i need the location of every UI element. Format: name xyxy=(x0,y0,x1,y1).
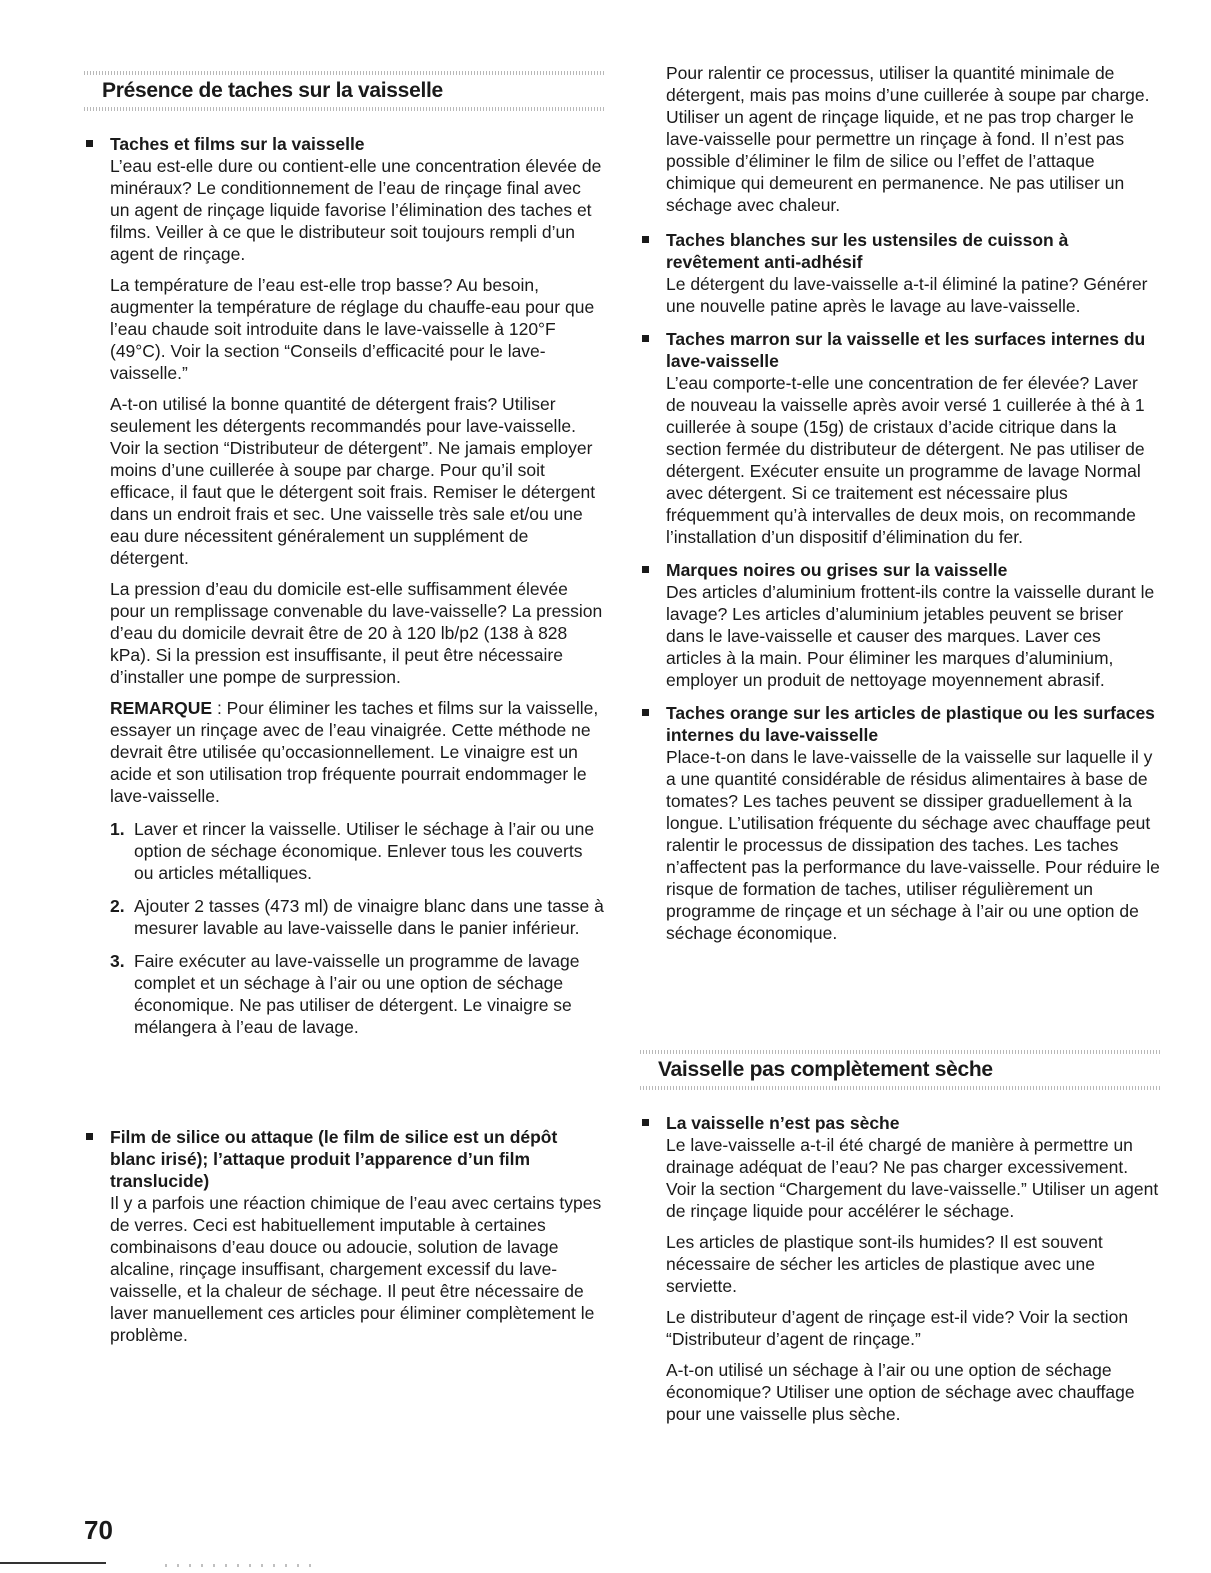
list-item xyxy=(640,702,1160,944)
section-title: Présence de taches sur la vaisselle xyxy=(102,79,443,102)
paragraph: A-t-on utilisé la bonne quantité de détergent frais? Utiliser seulement les détergents recommandés pour lave-vaisselle. Voir la section “Distributeur de détergent”. Ne jamais employer moins d’une cuillerée à soupe par charge. Pour qu’il soit efficace, il faut que le détergent soit frais. Remiser le détergent dans un endroit frais et sec. Une vaisselle très sale et/ou une eau dure nécessitent généralement un supplément de détergent. xyxy=(110,394,596,568)
paragraph: Le détergent du lave-vaisselle a-t-il éliminé la patine? Générer une nouvelle patine après le lavage au lave-vaisselle. xyxy=(666,274,1148,316)
paragraph: La température de l’eau est-elle trop basse? Au besoin, augmenter la température de réglage du chauffe-eau pour que l’eau chaude soit introduite dans le lave-vaisselle à 120°F (49°C). Voir la section “Conseils d’efficacité pour le lave-vaisselle.” xyxy=(110,275,595,383)
step-text: Faire exécuter au lave-vaisselle un programme de lavage complet et un séchage à l’air ou une option de séchage économique. Ne pas utiliser de détergent. Le vinaigre se mélangera à l’eau de lavage. xyxy=(134,951,580,1037)
note-label: REMARQUE xyxy=(110,698,213,718)
step-number: 1. xyxy=(110,819,125,839)
bullet-icon xyxy=(642,709,649,716)
paragraph: Pour ralentir ce processus, utiliser la quantité minimale de détergent, mais pas moins d’une cuillerée à soupe par charge. Utiliser un agent de rinçage liquide, et ne pas trop charger le lave-vaisselle pour permettre un rinçage à fond. Il n’est pas possible d’éliminer le film de silice ou l’effet de l’attaque chimique qui demeurent en permanence. Ne pas utiliser un séchage avec chaleur. xyxy=(666,63,1150,215)
bullet-icon xyxy=(642,335,649,342)
footer-rule xyxy=(0,1562,106,1564)
item-title: Taches et films sur la vaisselle xyxy=(110,134,365,154)
list-item xyxy=(640,328,1160,548)
spots-block xyxy=(84,133,604,1038)
item-title: Marques noires ou grises sur la vaisselle xyxy=(666,560,1008,580)
dry-block xyxy=(640,1112,1160,1425)
list-item-spots xyxy=(84,133,604,1038)
item-title: Taches blanches sur les ustensiles de cuisson à revêtement anti-adhésif xyxy=(666,230,1069,272)
step-text: Laver et rincer la vaisselle. Utiliser le séchage à l’air ou une option de séchage économique. Enlever tous les couverts ou articles métalliques. xyxy=(134,819,595,883)
heading-rule-bottom xyxy=(84,107,604,111)
bullet-icon xyxy=(642,566,649,573)
section-heading-spots xyxy=(84,71,604,111)
heading-rule-bottom xyxy=(640,1086,1160,1090)
items-block xyxy=(640,229,1160,944)
paragraph: Des articles d’aluminium frottent-ils contre la vaisselle durant le lavage? Les articles d’aluminium jetables peuvent se briser dans le lave-vaisselle et causer des marques. Laver ces articles à la main. Pour éliminer les marques d’aluminium, employer un produit de nettoyage moyennement abrasif. xyxy=(666,582,1155,690)
numbered-step xyxy=(110,950,604,1038)
page-number: 70 xyxy=(84,1515,113,1545)
bullet-icon xyxy=(86,140,93,147)
step-text: Ajouter 2 tasses (473 ml) de vinaigre blanc dans une tasse à mesurer lavable au lave-vaisselle dans le panier inférieur. xyxy=(134,896,604,938)
section-heading-dry xyxy=(640,1050,1160,1090)
bullet-icon xyxy=(86,1133,93,1140)
silica-continued xyxy=(640,62,1160,216)
paragraph: Place-t-on dans le lave-vaisselle de la vaisselle sur laquelle il y a une quantité considérable de résidus alimentaires à base de tomates? Les taches peuvent se dissiper graduellement à la longue. L’utilisation fréquente du séchage avec chauffage peut ralentir le processus de dissipation des taches. Les taches n’affectent pas la performance du lave-vaisselle. Pour réduire le risque de formation de taches, utiliser régulièrement un programme de rinçage et un séchage à l’air ou une option de séchage économique. xyxy=(666,747,1160,943)
step-number: 2. xyxy=(110,896,125,916)
paragraph: A-t-on utilisé un séchage à l’air ou une option de séchage économique? Utiliser une option de séchage avec chauffage pour une vaisselle plus sèche. xyxy=(666,1360,1135,1424)
paragraph: La pression d’eau du domicile est-elle suffisamment élevée pour un remplissage convenable du lave-vaisselle? La pression d’eau du domicile devrait être de 20 à 120 lb/p2 (138 à 828 kPa). Si la pression est insuffisante, il peut être nécessaire d’installer une pompe de surpression. xyxy=(110,579,603,687)
item-title: La vaisselle n’est pas sèche xyxy=(666,1113,900,1133)
paragraph: Il y a parfois une réaction chimique de l’eau avec certains types de verres. Ceci est habituellement imputable à certaines combinaisons d’eau douce ou adoucie, solution de lavage alcaline, rinçage insuffisant, chargement excessif du lave-vaisselle, et la chaleur de séchage. Il peut être nécessaire de laver manuellement ces articles pour éliminer complètement le problème. xyxy=(110,1193,602,1345)
paragraph: Le distributeur d’agent de rinçage est-il vide? Voir la section “Distributeur d’agent de rinçage.” xyxy=(666,1307,1129,1349)
paragraph: Les articles de plastique sont-ils humides? Il est souvent nécessaire de sécher les articles de plastique avec une serviette. xyxy=(666,1232,1103,1296)
item-title: Film de silice ou attaque (le film de silice est un dépôt blanc irisé); l’attaque produit l’apparence d’un film translucide) xyxy=(110,1127,558,1191)
numbered-step xyxy=(110,818,604,884)
item-title: Taches orange sur les articles de plastique ou les surfaces internes du lave-vaisselle xyxy=(666,703,1155,745)
note-text: : Pour éliminer les taches et films sur la vaisselle, essayer un rinçage avec de l’eau vinaigrée. Cette méthode ne devrait être utilisée qu’occasionnellement. Le vinaigre est un acide et son utilisation trop fréquente pourrait endommager le lave-vaisselle. xyxy=(110,698,599,806)
list-item xyxy=(640,229,1160,317)
silica-block xyxy=(84,1126,604,1346)
list-item-silica xyxy=(84,1126,604,1346)
step-number: 3. xyxy=(110,951,125,971)
paragraph: L’eau est-elle dure ou contient-elle une concentration élevée de minéraux? Le conditionnement de l’eau de rinçage final avec un agent de rinçage liquide favorise l’élimination des taches et films. Veiller à ce que le distributeur soit toujours rempli d’un agent de rinçage. xyxy=(110,156,602,264)
bullet-icon xyxy=(642,236,649,243)
bullet-icon xyxy=(642,1119,649,1126)
section-title: Vaisselle pas complètement sèche xyxy=(658,1058,993,1081)
list-item-dry xyxy=(640,1112,1160,1425)
note-paragraph xyxy=(110,697,604,807)
item-title: Taches marron sur la vaisselle et les surfaces internes du lave-vaisselle xyxy=(666,329,1146,371)
paragraph: Le lave-vaisselle a-t-il été chargé de manière à permettre un drainage adéquat de l’eau? Ne pas charger excessivement. Voir la section “Chargement du lave-vaisselle.” Utiliser un agent de rinçage liquide pour accélérer le séchage. xyxy=(666,1135,1159,1221)
list-item xyxy=(640,559,1160,691)
paragraph: L’eau comporte-t-elle une concentration de fer élevée? Laver de nouveau la vaisselle après avoir versé 1 cuillerée à thé à 1 cuillerée à soupe (15g) de cristaux d’acide citrique dans la section fermée du distributeur de détergent. Ne pas utiliser de détergent. Exécuter ensuite un programme de lavage Normal avec détergent. Si ce traitement est nécessaire plus fréquemment qu’à intervalles de deux mois, on recommande l’installation d’un dispositif d’élimination du fer. xyxy=(666,373,1145,547)
footer-mark xyxy=(165,1564,315,1567)
numbered-step xyxy=(110,895,604,939)
